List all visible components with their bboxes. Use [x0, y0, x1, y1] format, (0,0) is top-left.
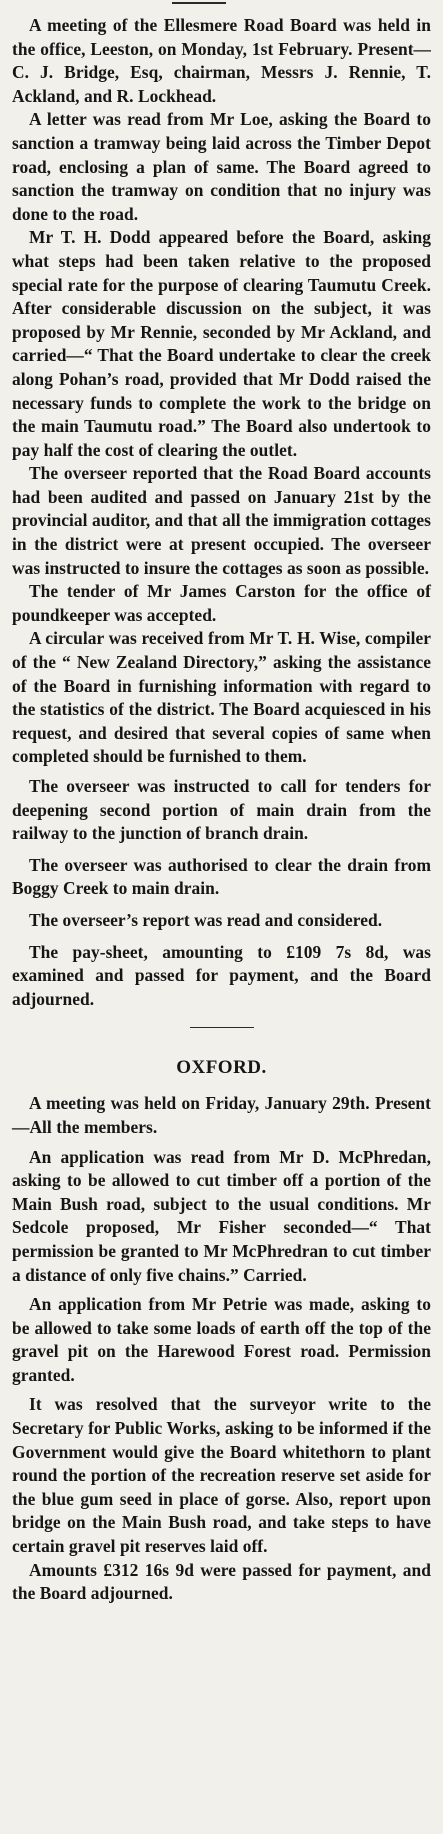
paragraph: An application from Mr Petrie was made, asking to be allowed to take some loads of earth off the top of the gravel pit on the Harewood Forest road. Permission granted. [12, 1294, 431, 1385]
paragraph: A meeting was held on Friday, January 29th. Present—All the members. [12, 1093, 431, 1137]
paragraph: The pay-sheet, amounting to £109 7s 8d, was examined and passed for payment, and the Board adjourned. [12, 941, 431, 1009]
section-divider [190, 1027, 254, 1028]
paragraph: The overseer reported that the Road Board accounts had been audited and passed on January 21st by the provincial auditor, and that all the immigration cottages in the district were at present occupied. The overseer was instructed to insure the cottages as soon as possible. [12, 463, 431, 578]
top-divider [172, 2, 226, 4]
paragraph: A circular was received from Mr T. H. Wise, compiler of the “ New Zealand Directory,” asking the assistance of the Board in furnishing information with regard to the statistics of the district. The Board acquiesced in his request, and desired that several copies of same when completed should be furnished to them. [12, 628, 431, 767]
paragraph: An application was read from Mr D. McPhredan, asking to be allowed to cut timber off a portion of the Main Bush road, subject to the usual conditions. Mr Sedcole proposed, Mr Fisher seconded—“ That permission be granted to Mr McPhredran to cut timber a distance of only five chains.” Carried. [12, 1146, 431, 1285]
oxford-report [12, 1056, 431, 1605]
ellesmere-report [12, 14, 431, 1011]
section-heading: OXFORD. [176, 1057, 267, 1079]
paragraph: Amounts £312 16s 9d were passed for payment, and the Board adjourned. [12, 1559, 431, 1604]
paragraph: The tender of Mr James Carston for the office of poundkeeper was accepted. [12, 581, 431, 625]
paragraph: The overseer’s report was read and considered. [29, 909, 383, 930]
paragraph: A meeting of the Ellesmere Road Board was held in the office, Leeston, on Monday, 1st February. Present—C. J. Bridge, Esq, chairman, Messrs J. Rennie, T. Ackland, and R. Lockhead. [12, 15, 431, 106]
paragraph: It was resolved that the surveyor write to the Secretary for Public Works, asking to be informed if the Government would give the Board whitethorn to plant round the portion of the recreation reserve set aside for the blue gum seed in place of gorse. Also, report upon bridge on the Main Bush road, and take steps to have certain gravel pit reserves laid off. [12, 1394, 431, 1557]
paragraph: The overseer was authorised to clear the drain from Boggy Creek to main drain. [12, 854, 431, 899]
paragraph: Mr T. H. Dodd appeared before the Board, asking what steps had been taken relative to the proposed special rate for the purpose of clearing Taumutu Creek. After considerable discussion on the subject, it was proposed by Mr Rennie, seconded by Mr Ackland, and carried—“ That the Board undertake to clear the creek along Pohan’s road, provided that Mr Dodd raised the necessary funds to complete the work to the bridge on the main Taumutu road.” The Board also undertook to pay half the cost of clearing the outlet. [12, 227, 431, 460]
paragraph: A letter was read from Mr Loe, asking the Board to sanction a tramway being laid across the Timber Depot road, enclosing a plan of same. The Board agreed to sanction the tramway on condition that no injury was done to the road. [12, 109, 431, 224]
paragraph: The overseer was instructed to call for tenders for deepening second portion of main drain from the railway to the junction of branch drain. [12, 776, 431, 844]
